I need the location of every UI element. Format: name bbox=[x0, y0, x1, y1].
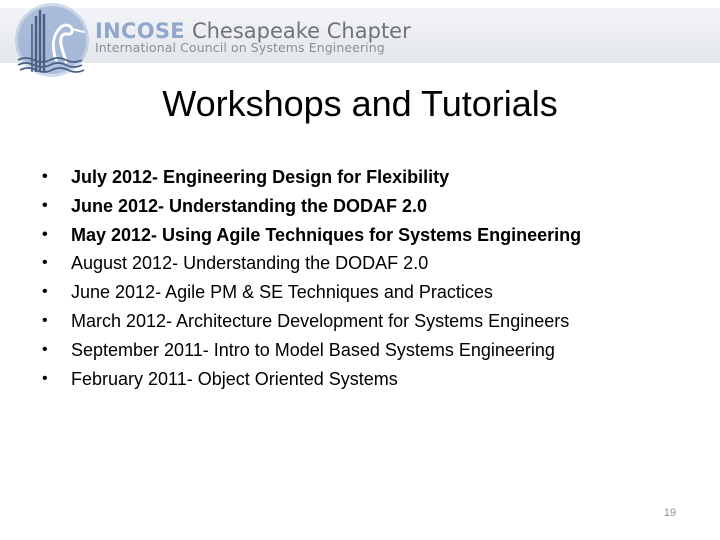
page-number: 19 bbox=[663, 507, 677, 519]
list-item bbox=[0, 307, 720, 336]
bullet-icon: • bbox=[42, 311, 48, 329]
list-item-text: May 2012- Using Agile Techniques for Systems Engineering bbox=[71, 224, 582, 245]
bullet-icon: • bbox=[42, 196, 48, 214]
list-item bbox=[0, 192, 720, 221]
heron-logo-icon bbox=[12, 2, 92, 78]
bullet-icon: • bbox=[42, 254, 48, 272]
bullet-icon: • bbox=[42, 225, 48, 243]
org-acronym: INCOSE bbox=[95, 19, 185, 43]
list-item bbox=[0, 278, 720, 307]
list-item-text: February 2011- Object Oriented Systems bbox=[71, 368, 398, 389]
list-item-text: July 2012- Engineering Design for Flexibility bbox=[71, 167, 450, 187]
list-item-text: June 2012- Understanding the DODAF 2.0 bbox=[71, 195, 428, 216]
list-item-text: March 2012- Architecture Development for Systems Engineers bbox=[71, 310, 570, 331]
list-item-text: August 2012- Understanding the DODAF 2.0 bbox=[71, 253, 429, 274]
list-item bbox=[0, 163, 720, 192]
list-item-text: June 2012- Agile PM & SE Techniques and Practices bbox=[71, 282, 493, 303]
bullet-icon: • bbox=[42, 168, 48, 185]
list-item bbox=[0, 249, 720, 278]
bullet-icon: • bbox=[42, 283, 48, 301]
list-item-text: September 2011- Intro to Model Based Systems Engineering bbox=[71, 339, 555, 360]
org-fullname: International Council on Systems Engineering bbox=[95, 40, 385, 55]
bullet-icon: • bbox=[42, 369, 48, 387]
bullet-icon: • bbox=[42, 340, 48, 358]
list-item bbox=[0, 365, 720, 394]
page-title: Workshops and Tutorials bbox=[162, 83, 558, 124]
list-item bbox=[0, 336, 720, 365]
workshop-list bbox=[0, 163, 720, 393]
list-item bbox=[0, 221, 720, 250]
chapter-name: Chesapeake Chapter bbox=[191, 19, 411, 43]
